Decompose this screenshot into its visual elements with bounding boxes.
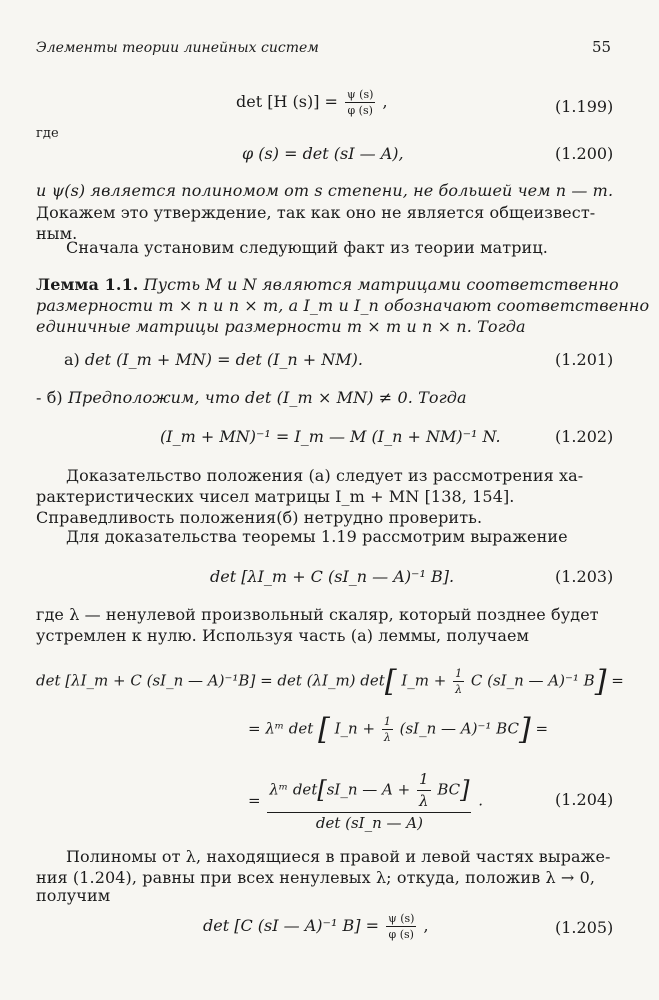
item-b-line (36, 388, 467, 407)
right-bracket: ] (460, 776, 470, 804)
equation-1-200: φ (s) = det (sI — A), (242, 144, 404, 163)
eq-tail: , (382, 92, 388, 111)
page-number: 55 (592, 38, 612, 56)
text-line: ния (1.204), равны при всех ненулевых λ; откуда, положив λ → 0, (36, 868, 596, 887)
right-bracket: ] (594, 664, 607, 699)
equation-number: (1.200) (555, 144, 614, 163)
equation-number: (1.202) (555, 427, 614, 446)
equation-1-204-line-3 (248, 770, 483, 833)
text-line: Справедливость положения(б) нетрудно проверить. (36, 508, 483, 527)
fraction-denominator: det (sI_n — A) (315, 814, 423, 832)
equation-1-202: (I_m + MN)⁻¹ = I_m — M (I_n + NM)⁻¹ N. (160, 427, 501, 446)
lemma-line (36, 275, 619, 294)
fraction (453, 667, 464, 696)
left-bracket: [ (317, 776, 327, 804)
fraction-bar (345, 102, 375, 103)
eq-part: = (535, 719, 549, 738)
eq-body: det (I_m + MN) = det (I_n + NM). (84, 350, 363, 369)
equation-1-203: det [λI_m + C (sI_n — A)⁻¹ B]. (210, 567, 455, 586)
text-line: где (36, 126, 59, 141)
fraction-denominator: φ (s) (347, 104, 373, 117)
text-line: Полиномы от λ, находящиеся в правой и левой частях выраже- (66, 847, 611, 866)
fraction-denominator: φ (s) (388, 928, 414, 941)
eq-part: . (478, 791, 484, 810)
text-line: Докажем это утверждение, так как оно не является общеизвест- (36, 203, 596, 222)
text-line: ным. (36, 224, 78, 243)
eq-tail: , (423, 916, 429, 935)
equation-number: (1.205) (555, 918, 614, 937)
equation-number: (1.201) (555, 350, 614, 369)
text-line: и ψ(s) является полиномом от s степени, не большей чем n — m. (36, 181, 614, 200)
fraction (386, 912, 416, 941)
eq-lhs: det [H (s)] = (236, 92, 338, 111)
fraction-denominator: λ (383, 731, 391, 744)
text-line: Доказательство положения (а) следует из рассмотрения ха- (66, 466, 584, 485)
fraction-numerator: 1 (419, 770, 429, 788)
text-line: Сначала установим следующий факт из теории матриц. (66, 238, 548, 257)
eq-part: = λᵐ det (248, 719, 314, 738)
text-line: где λ — ненулевой произвольный скаляр, который позднее будет (36, 605, 599, 624)
running-title: Элементы теории линейных систем (36, 40, 319, 56)
fraction (345, 88, 375, 117)
fraction-numerator (267, 770, 471, 811)
fraction-bar (382, 729, 393, 730)
equation-number: (1.199) (555, 97, 614, 116)
eq-part: BC (437, 780, 461, 799)
fraction-bar (267, 812, 471, 813)
eq-part: sI_n — A + (326, 780, 411, 799)
left-bracket: [ (318, 712, 330, 747)
equation-1-204-line-1 (36, 664, 624, 699)
right-bracket: ] (518, 712, 531, 747)
fraction-bar (386, 926, 416, 927)
equation-1-199 (236, 88, 388, 117)
text-line: устремлен к нулю. Используя часть (а) леммы, получаем (36, 626, 530, 645)
lemma-line: размерности m × n и n × m, а I_m и I_n обозначают соответственно (36, 296, 650, 315)
item-label: - б) (36, 388, 63, 407)
eq-part: (sI_n — A)⁻¹ BC (399, 719, 519, 738)
equation-1-201 (64, 350, 363, 369)
eq-part: C (sI_n — A)⁻¹ B (470, 671, 595, 690)
fraction-bar (417, 790, 431, 791)
fraction (382, 715, 393, 744)
big-fraction (267, 770, 471, 833)
fraction-numerator: 1 (455, 667, 463, 680)
eq-part: I_m + (401, 671, 447, 690)
fraction (417, 770, 431, 811)
eq-part: I_n + (334, 719, 376, 738)
left-bracket: [ (384, 664, 397, 699)
equation-number: (1.204) (555, 790, 614, 809)
text-line: рактеристических чисел матрицы I_m + MN [138, 154]. (36, 487, 515, 506)
equation-1-204-line-2 (248, 712, 548, 747)
fraction-denominator: λ (455, 683, 463, 696)
equation-1-205 (203, 912, 429, 941)
equation-number: (1.203) (555, 567, 614, 586)
eq-part: λᵐ det (269, 780, 318, 799)
item-text: Предположим, что det (I_m × MN) ≠ 0. Тогда (67, 388, 467, 407)
eq-lhs: det [C (sI — A)⁻¹ B] = (203, 916, 379, 935)
fraction-bar (453, 681, 464, 682)
fraction-numerator: ψ (s) (388, 912, 415, 925)
fraction-denominator: λ (419, 792, 429, 810)
eq-part: = (248, 791, 261, 810)
eq-part: det [λI_m + C (sI_n — A)⁻¹B] = det (λI_m) det (36, 671, 385, 690)
lemma-text: Пусть M и N являются матрицами соответственно (143, 275, 619, 294)
lemma-line: единичные матрицы размерности m × m и n × n. Тогда (36, 317, 526, 336)
text-line: Для доказательства теоремы 1.19 рассмотрим выражение (66, 527, 568, 546)
lemma-heading: Лемма 1.1. (36, 275, 139, 294)
item-label: а) (64, 350, 80, 369)
fraction-numerator: 1 (383, 715, 391, 728)
text-line: получим (36, 886, 111, 905)
fraction-numerator: ψ (s) (347, 88, 374, 101)
eq-part: = (611, 671, 624, 690)
